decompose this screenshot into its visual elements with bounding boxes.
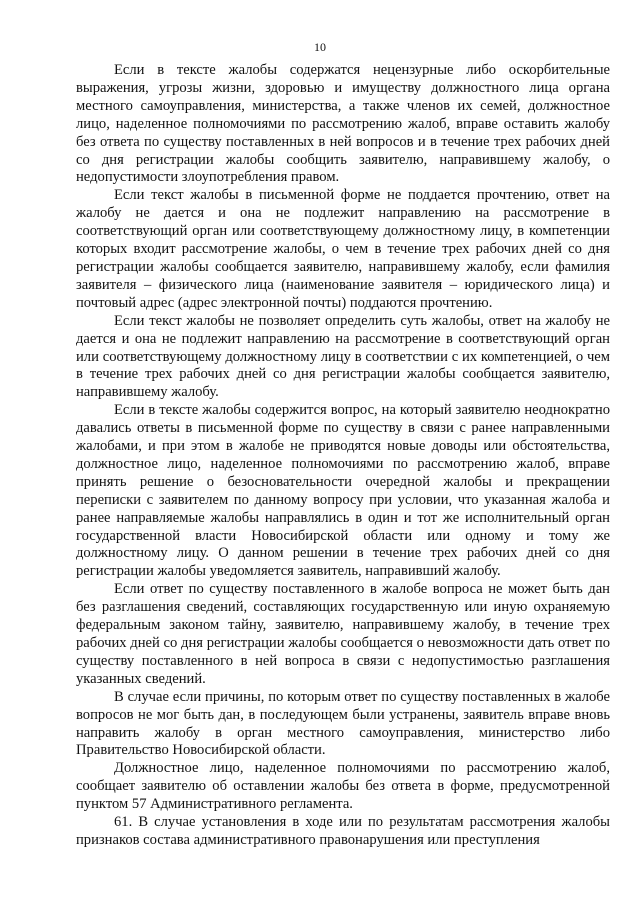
paragraph: Если ответ по существу поставленного в жалобе вопроса не может быть дан без разглашения сведений, составляющих государственную или иную охраняемую федеральным законом тайну, заявителю, направившему жалобу, в течение трех рабочих дней со дня регистрации жалобы сообщается о невозможности дать ответ по существу поставленного в ней вопроса в связи с недопустимостью разглашения указанных сведений.: [76, 581, 610, 687]
paragraph: В случае если причины, по которым ответ по существу поставленных в жалобе вопросов не мог быть дан, в последующем были устранены, заявитель вправе вновь направить жалобу в орган местного самоуправления, министерство либо Правительство Новосибирской области.: [76, 688, 610, 759]
paragraph: Если в тексте жалобы содержатся нецензурные либо оскорбительные выражения, угрозы жизни, здоровью и имуществу должностного лица органа местного самоуправления, министерства, а также членов их семей, должностное лицо, наделенное полномочиями по рассмотрению жалоб, вправе оставить жалобу без ответа по существу поставленных в ней вопросов и в течение трех рабочих дней со дня регистрации жалобы сообщить заявителю, направившему жалобу, о недопустимости злоупотребления правом.: [76, 62, 610, 186]
paragraph: Если текст жалобы в письменной форме не поддается прочтению, ответ на жалобу не дается и она не подлежит направлению на рассмотрение в соответствующий орган или соответствующему должностному лицу, в компетенции которых входит рассмотрение жалобы, о чем в течение трех рабочих дней со дня регистрации жалобы сообщается заявителю, направившему жалобу, если фамилия заявителя – физического лица (наименование заявителя – юридического лица) и почтовый адрес (адрес электронной почты) поддаются прочтению.: [76, 187, 610, 311]
paragraph: Если текст жалобы не позволяет определить суть жалобы, ответ на жалобу не дается и она не подлежит направлению на рассмотрение в соответствующий орган или соответствующему должностному лицу в соответствии с их компетенцией, о чем в течение трех рабочих дней со дня регистрации жалобы сообщается заявителю, направившему жалобу.: [76, 312, 610, 401]
paragraph: 61. В случае установления в ходе или по результатам рассмотрения жалобы признаков состава административного правонарушения или преступления: [76, 814, 610, 848]
page-number: 10: [314, 40, 326, 54]
paragraph: Если в тексте жалобы содержится вопрос, на который заявителю неоднократно давались ответы в письменной форме по существу в связи с ранее направленными жалобами, и при этом в жалобе не приводятся новые доводы или обстоятельства, должностное лицо, наделенное полномочиями по рассмотрению жалоб, вправе принять решение о безосновательности очередной жалобы и прекращении переписки с заявителем по данному вопросу при условии, что указанная жалоба и ранее направляемые жалобы направлялись в один и тот же исполнительный орган государственной власти Новосибирской области или одному и тому же должностному лицу. О данном решении в течение трех рабочих дней со дня регистрации жалобы уведомляется заявитель, направивший жалобу.: [76, 402, 610, 580]
paragraph: Должностное лицо, наделенное полномочиями по рассмотрению жалоб, сообщает заявителю об оставлении жалобы без ответа в форме, предусмотренной пунктом 57 Административного регламента.: [76, 760, 610, 813]
document-body: [76, 62, 610, 850]
